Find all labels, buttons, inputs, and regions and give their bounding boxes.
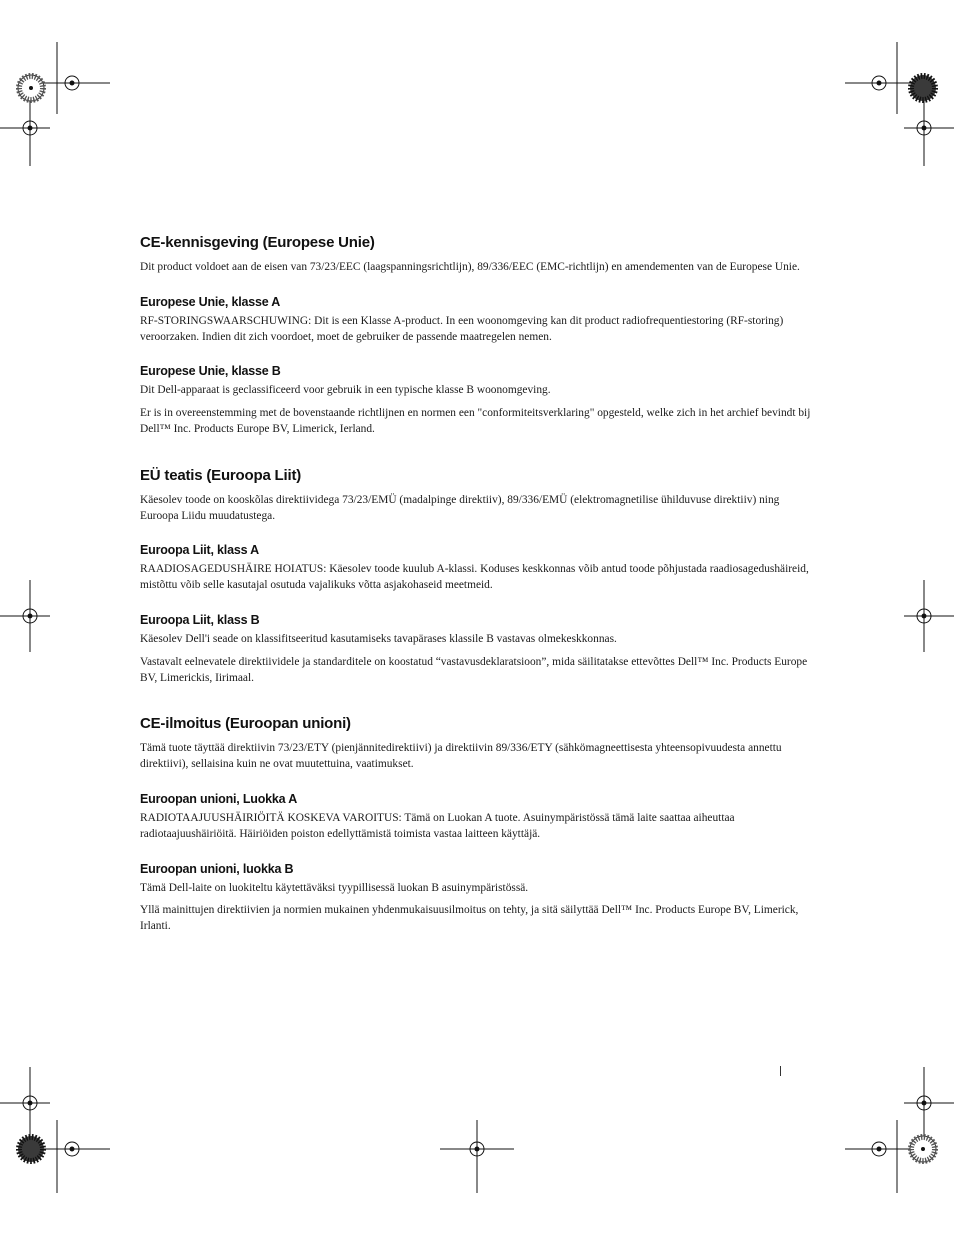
subsection-heading: Euroopan unioni, luokka B <box>140 861 294 876</box>
warning-paragraph <box>140 562 812 594</box>
subsection-heading: Euroopa Liit, klass A <box>140 543 259 558</box>
section-heading: EÜ teatis (Euroopa Liit) <box>140 466 302 484</box>
section-dutch <box>140 234 812 438</box>
paragraph: Dit Dell-apparaat is geclassificeerd voor gebruik in een typische klasse B woonomgeving. <box>140 384 551 397</box>
warning-text: Tämä on Luokan A tuote. Asuinympäristössä tämä laite saattaa aiheuttaa radiotaajuushäiriöitä. Häiriöiden poiston edellyttämistä toimista vastaa laitteen käyttäjä. <box>140 811 735 840</box>
subsection-heading: Europese Unie, klasse A <box>140 294 281 309</box>
section-intro: Dit product voldoet aan de eisen van 73/23/EEC (laagspanningsrichtlijn), 89/336/EEC (EMC-richtlijn) en amendementen van de Europese Unie. <box>140 261 800 273</box>
paragraph: Tämä Dell-laite on luokiteltu käytettäväksi tyypillisessä luokan B asuinympäristössä. <box>140 881 529 894</box>
warning-lead: RADIOTAAJUUSHÄIRIÖITÄ KOSKEVA VAROITUS: <box>140 811 402 824</box>
subsection-heading: Europese Unie, klasse B <box>140 364 281 379</box>
warning-text: Dit is een Klasse A-product. In een woonomgeving kan dit product radiofrequentiestoring (RF-storing) veroorzaken. Indien dit zich voordoet, moet de gebruiker de passende maatregelen nemen. <box>140 314 784 343</box>
section-heading: CE-ilmoitus (Euroopan unioni) <box>140 715 351 733</box>
subsection-heading: Euroopa Liit, klass B <box>140 612 260 627</box>
warning-lead: RF-STORINGSWAARSCHUWING: <box>140 314 312 327</box>
section-intro: Tämä tuote täyttää direktiivin 73/23/ETY (pienjännitedirektiivi) ja direktiivin 89/336/ETY (sähkömagneettisesta yhteensopivuudesta annettu direktiivi), sellaisina kuin ne ovat muutettuina, vaatimukset. <box>140 742 782 771</box>
section-finnish <box>140 715 812 935</box>
subsection-heading: Euroopan unioni, Luokka A <box>140 791 298 806</box>
paragraph: Er is in overeenstemming met de bovenstaande richtlijnen en normen een "conformiteitsverklaring" opgesteld, welke zich in het archief bevindt bij Dell™ Inc. Products Europe BV, Limerick, Ierland. <box>140 407 811 435</box>
paragraph: Yllä mainittujen direktiivien ja normien mukainen yhdenmukaisuusilmoitus on tehty, ja sitä säilyttää Dell™ Inc. Products Europe BV, Limerick, Irlanti. <box>140 904 799 933</box>
warning-paragraph <box>140 314 812 346</box>
warning-paragraph <box>140 811 812 843</box>
section-intro: Käesolev toode on kooskõlas direktiividega 73/23/EMÜ (madalpinge direktiiv), 89/336/EMÜ (elektromagnetilise ühilduvuse direktiiv) ning Euroopa Liidu muudatustega. <box>140 493 780 522</box>
warning-lead: RAADIOSAGEDUSHÄIRE HOIATUS: <box>140 563 327 576</box>
warning-text: Käesolev toode kuulub A-klassi. Koduses keskkonnas võib antud toode põhjustada raadiosagedushäireid, mistõttu võib selle kasutajal osutuda vajalikuks võtta asjakohaseid meetmeid. <box>140 563 809 592</box>
section-heading: CE-kennisgeving (Europese Unie) <box>140 234 375 251</box>
paragraph: Käesolev Dell'i seade on klassifitseeritud kasutamiseks tavapärases klassile B vastavas olmekeskkonnas. <box>140 632 617 645</box>
paragraph: Vastavalt eelnevatele direktiividele ja standarditele on koostatud “vastavusdeklaratsioon”, mida säilitatakse ettevõttes Dell™ Inc. Products Europe BV, Limerickis, Iirimaal. <box>140 655 808 684</box>
document-body <box>140 234 812 942</box>
page-number-mark <box>780 1066 781 1076</box>
section-estonian <box>140 467 812 687</box>
